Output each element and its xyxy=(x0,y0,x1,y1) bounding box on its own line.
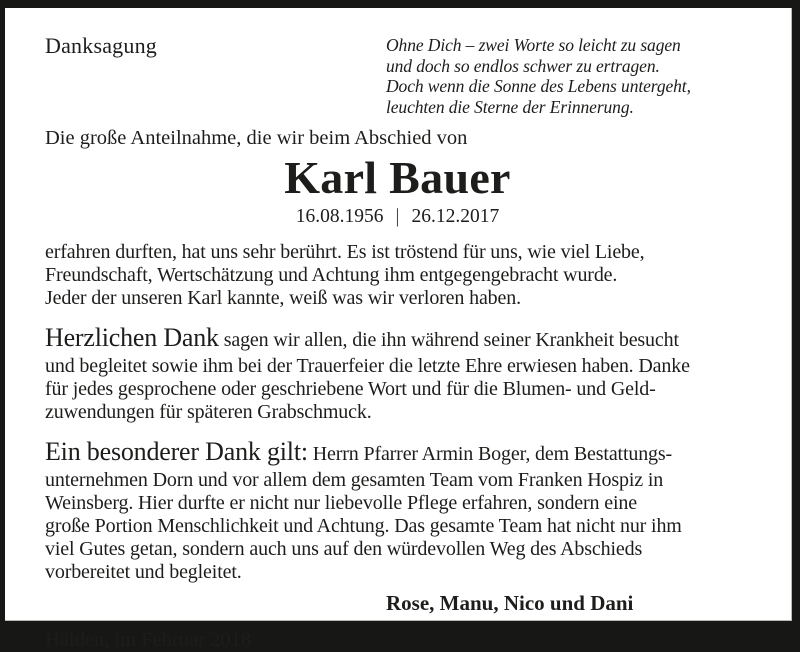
poem-line: und doch so endlos schwer zu ertragen. xyxy=(386,55,660,76)
place-and-date: Hälden, im Februar 2018 xyxy=(45,629,252,651)
date-separator: | xyxy=(395,205,400,228)
paragraph-line: Freundschaft, Wertschätzung und Achtung ihm entgegengebracht wurde. xyxy=(45,264,618,286)
poem-line: leuchten die Sterne der Erinnerung. xyxy=(386,96,634,117)
paragraph-line: unternehmen Dorn und vor allem dem gesamten Team vom Franken Hospiz in xyxy=(45,469,664,491)
notice-header xyxy=(45,33,750,117)
paragraph-line: erfahren durften, hat uns sehr berührt. Es ist tröstend für uns, wie viel Liebe, xyxy=(45,241,645,263)
paragraph-line: viel Gutes getan, sondern auch uns auf den würdevollen Weg des Abschieds xyxy=(45,538,643,560)
paragraph-lead: Ein besonderer Dank gilt: xyxy=(45,437,308,466)
obituary-notice xyxy=(5,8,792,651)
paragraph-lead: Herzlichen Dank xyxy=(45,323,219,352)
deceased-name: Karl Bauer xyxy=(284,152,511,203)
death-date: 26.12.2017 xyxy=(411,206,500,227)
paragraph-lead-rest: sagen wir allen, die ihn während seiner Krankheit besucht xyxy=(218,329,679,351)
paragraph-line xyxy=(45,323,750,355)
memorial-poem xyxy=(386,35,691,117)
paragraph-line: Weinsberg. Hier durfte er nicht nur liebevolle Pflege erfahren, sondern eine xyxy=(45,492,637,514)
paragraph-line: und begleitet sowie ihm bei der Trauerfeier die letzte Ehre erwiesen haben. Danke xyxy=(45,355,690,377)
paragraph-lead-rest: Herrn Pfarrer Armin Boger, dem Bestattungs- xyxy=(307,443,673,465)
poem-line: Ohne Dich – zwei Worte so leicht zu sagen xyxy=(386,35,681,55)
paragraph-line: vorbereitet und begleitet. xyxy=(45,561,242,583)
paragraph-thanks-general xyxy=(45,241,750,310)
paragraph-line xyxy=(45,437,750,469)
paragraph-line: zuwendungen für späteren Grabschmuck. xyxy=(45,401,372,423)
paragraph-line: große Portion Menschlichkeit und Achtung. Das gesamte Team hat nicht nur ihm xyxy=(45,515,682,537)
paragraph-heartfelt-thanks xyxy=(45,323,750,424)
paragraph-special-thanks xyxy=(45,437,750,584)
family-signature: Rose, Manu, Nico und Dani xyxy=(386,591,634,615)
category-label: Danksagung xyxy=(45,33,157,58)
life-dates xyxy=(45,206,750,228)
intro-text: Die große Anteilnahme, die wir beim Abschied von xyxy=(45,127,468,149)
poem-line: Doch wenn die Sonne des Lebens untergeht, xyxy=(386,76,691,96)
paragraph-line: Jeder der unseren Karl kannte, weiß was wir verloren haben. xyxy=(45,287,521,309)
paragraph-line: für jedes gesprochene oder geschriebene Wort und für die Blumen- und Geld- xyxy=(45,378,656,400)
birth-date: 16.08.1956 xyxy=(295,206,384,227)
